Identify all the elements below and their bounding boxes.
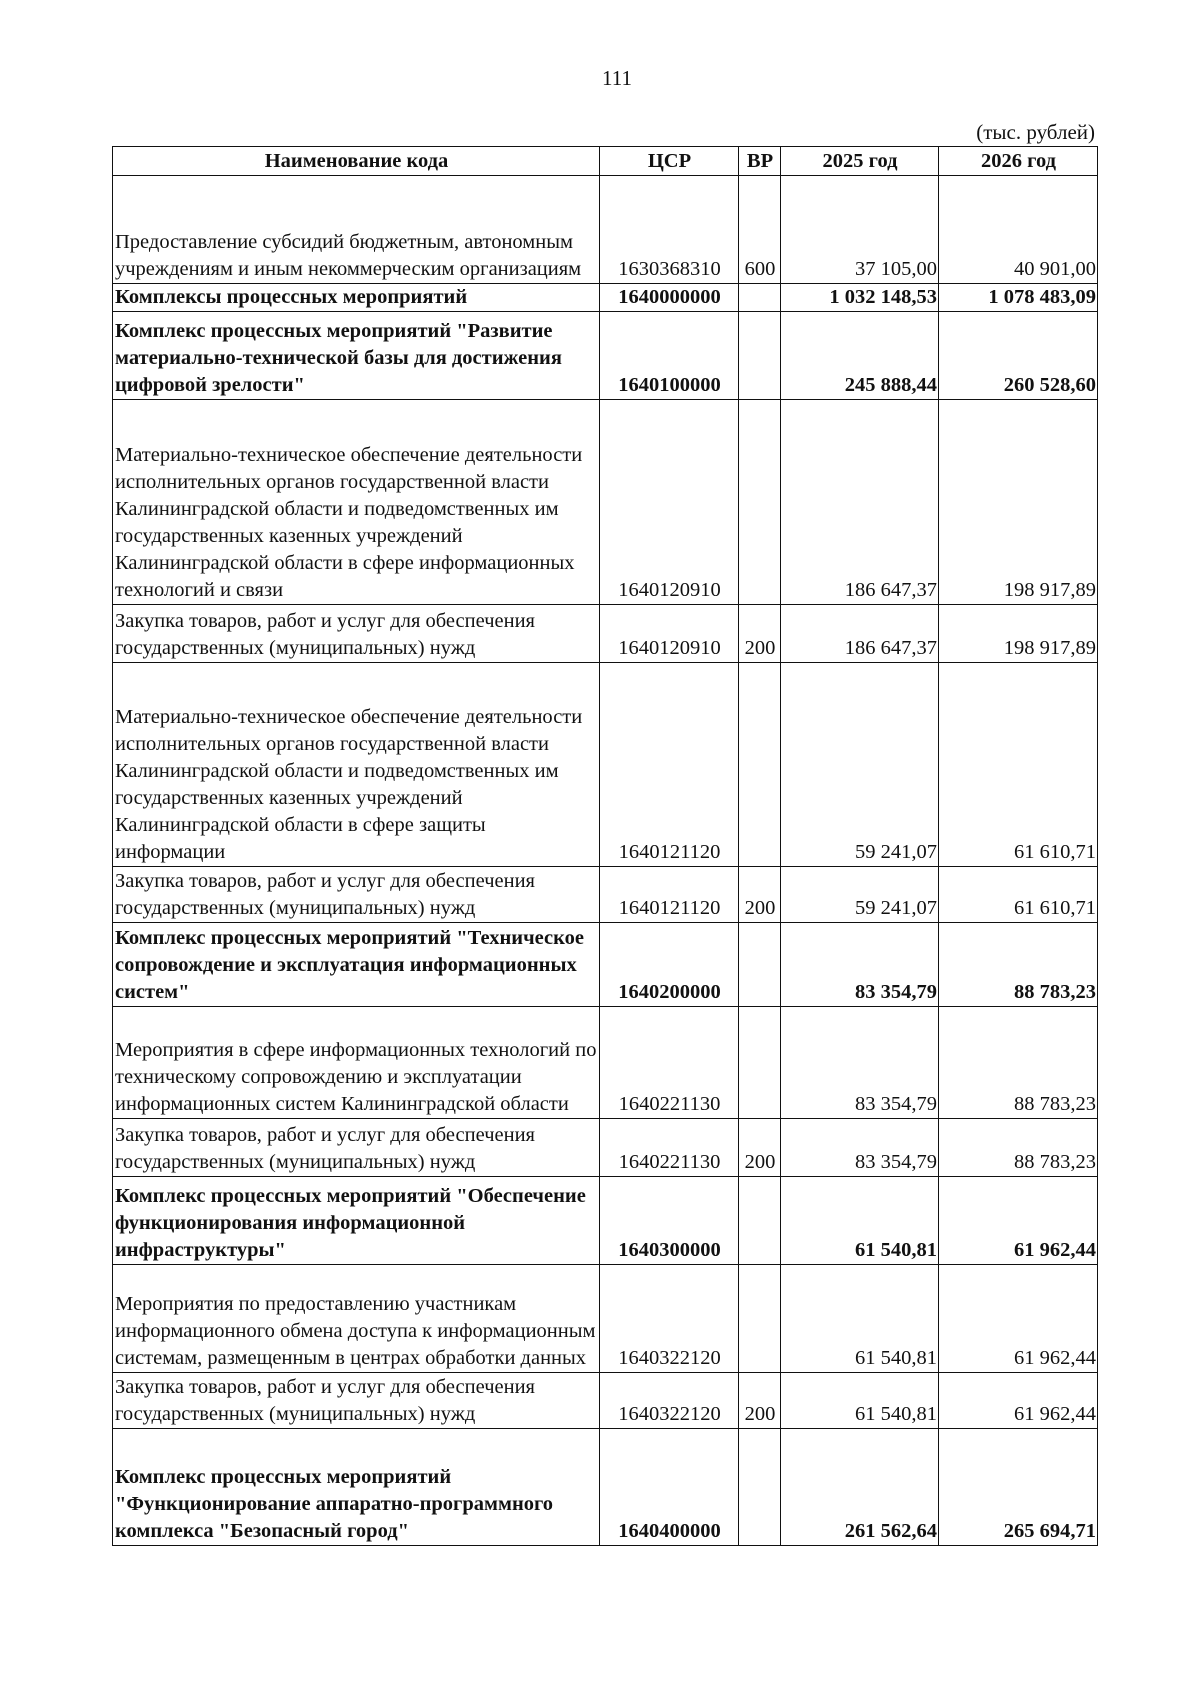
table-row xyxy=(113,663,1098,867)
row-2025: 83 354,79 xyxy=(781,923,939,1007)
row-vr: 200 xyxy=(739,1373,781,1429)
row-2025: 245 888,44 xyxy=(781,312,939,400)
row-2025: 61 540,81 xyxy=(781,1373,939,1429)
table-row xyxy=(113,1007,1098,1119)
units-label: (тыс. рублей) xyxy=(976,120,1095,144)
row-vr xyxy=(739,1177,781,1265)
row-name: Закупка товаров, работ и услуг для обеспечения государственных (муниципальных) нужд xyxy=(113,867,600,923)
row-name: Материально-техническое обеспечение деятельности исполнительных органов государственной власти Калининградской области и подведомственных им государственных казенных учреждений Калининградской области в сфере защиты информации xyxy=(113,663,600,867)
table-row xyxy=(113,312,1098,400)
row-2026: 88 783,23 xyxy=(939,1119,1098,1177)
row-2025: 83 354,79 xyxy=(781,1119,939,1177)
row-2025: 261 562,64 xyxy=(781,1429,939,1546)
row-vr: 200 xyxy=(739,867,781,923)
row-2026: 61 962,44 xyxy=(939,1177,1098,1265)
row-name: Закупка товаров, работ и услуг для обеспечения государственных (муниципальных) нужд xyxy=(113,1119,600,1177)
row-name: Закупка товаров, работ и услуг для обеспечения государственных (муниципальных) нужд xyxy=(113,1373,600,1429)
table-row xyxy=(113,176,1098,284)
row-csr: 1640000000 xyxy=(600,284,739,312)
row-name: Предоставление субсидий бюджетным, автономным учреждениям и иным некоммерческим организациям xyxy=(113,176,600,284)
row-2025: 83 354,79 xyxy=(781,1007,939,1119)
header-row xyxy=(113,147,1098,176)
row-2025: 37 105,00 xyxy=(781,176,939,284)
row-2025: 61 540,81 xyxy=(781,1177,939,1265)
row-2025: 59 241,07 xyxy=(781,867,939,923)
row-2025: 186 647,37 xyxy=(781,605,939,663)
header-2026: 2026 год xyxy=(939,147,1098,176)
table-row xyxy=(113,923,1098,1007)
row-name: Комплекс процессных мероприятий "Обеспечение функционирования информационной инфраструктуры" xyxy=(113,1177,600,1265)
table-row xyxy=(113,605,1098,663)
row-2026: 61 610,71 xyxy=(939,867,1098,923)
row-csr: 1640120910 xyxy=(600,605,739,663)
table-row xyxy=(113,1429,1098,1546)
row-vr xyxy=(739,312,781,400)
row-2026: 61 962,44 xyxy=(939,1373,1098,1429)
row-csr: 1640221130 xyxy=(600,1007,739,1119)
row-2026: 260 528,60 xyxy=(939,312,1098,400)
budget-table xyxy=(112,146,1098,1546)
row-vr xyxy=(739,663,781,867)
row-csr: 1640200000 xyxy=(600,923,739,1007)
row-vr: 600 xyxy=(739,176,781,284)
row-vr xyxy=(739,1429,781,1546)
row-name: Мероприятия по предоставлению участникам информационного обмена доступа к информационным системам, размещенным в центрах обработки данных xyxy=(113,1265,600,1373)
page-number: 111 xyxy=(602,66,632,90)
row-name: Комплекс процессных мероприятий "Техническое сопровождение и эксплуатация информационных систем" xyxy=(113,923,600,1007)
table-row xyxy=(113,1265,1098,1373)
row-csr: 1640400000 xyxy=(600,1429,739,1546)
row-vr xyxy=(739,923,781,1007)
row-2026: 198 917,89 xyxy=(939,605,1098,663)
row-name: Комплексы процессных мероприятий xyxy=(113,284,600,312)
table-row xyxy=(113,1177,1098,1265)
row-csr: 1640121120 xyxy=(600,663,739,867)
row-2026: 198 917,89 xyxy=(939,400,1098,605)
row-vr xyxy=(739,400,781,605)
header-csr: ЦСР xyxy=(600,147,739,176)
row-2025: 1 032 148,53 xyxy=(781,284,939,312)
row-2026: 88 783,23 xyxy=(939,923,1098,1007)
row-vr xyxy=(739,284,781,312)
row-2026: 265 694,71 xyxy=(939,1429,1098,1546)
row-2025: 61 540,81 xyxy=(781,1265,939,1373)
row-2025: 186 647,37 xyxy=(781,400,939,605)
table-row xyxy=(113,400,1098,605)
row-vr: 200 xyxy=(739,1119,781,1177)
row-name: Материально-техническое обеспечение деятельности исполнительных органов государственной власти Калининградской области и подведомственных им государственных казенных учреждений Калининградской области в сфере информационных технологий и связи xyxy=(113,400,600,605)
row-vr: 200 xyxy=(739,605,781,663)
row-vr xyxy=(739,1265,781,1373)
row-csr: 1640221130 xyxy=(600,1119,739,1177)
table-row xyxy=(113,867,1098,923)
table-row xyxy=(113,1119,1098,1177)
row-vr xyxy=(739,1007,781,1119)
header-vr: ВР xyxy=(739,147,781,176)
row-2026: 61 962,44 xyxy=(939,1265,1098,1373)
row-2026: 88 783,23 xyxy=(939,1007,1098,1119)
header-name: Наименование кода xyxy=(113,147,600,176)
header-2025: 2025 год xyxy=(781,147,939,176)
row-csr: 1640121120 xyxy=(600,867,739,923)
row-2025: 59 241,07 xyxy=(781,663,939,867)
row-name: Комплекс процессных мероприятий "Развитие материально-технической базы для достижения цифровой зрелости" xyxy=(113,312,600,400)
row-csr: 1640322120 xyxy=(600,1373,739,1429)
row-2026: 1 078 483,09 xyxy=(939,284,1098,312)
row-name: Комплекс процессных мероприятий "Функционирование аппаратно-программного комплекса "Безопасный город" xyxy=(113,1429,600,1546)
row-name: Закупка товаров, работ и услуг для обеспечения государственных (муниципальных) нужд xyxy=(113,605,600,663)
table-row xyxy=(113,284,1098,312)
row-2026: 61 610,71 xyxy=(939,663,1098,867)
table-row xyxy=(113,1373,1098,1429)
row-name: Мероприятия в сфере информационных технологий по техническому сопровождению и эксплуатации информационных систем Калининградской области xyxy=(113,1007,600,1119)
row-csr: 1630368310 xyxy=(600,176,739,284)
row-2026: 40 901,00 xyxy=(939,176,1098,284)
row-csr: 1640120910 xyxy=(600,400,739,605)
row-csr: 1640322120 xyxy=(600,1265,739,1373)
row-csr: 1640300000 xyxy=(600,1177,739,1265)
row-csr: 1640100000 xyxy=(600,312,739,400)
